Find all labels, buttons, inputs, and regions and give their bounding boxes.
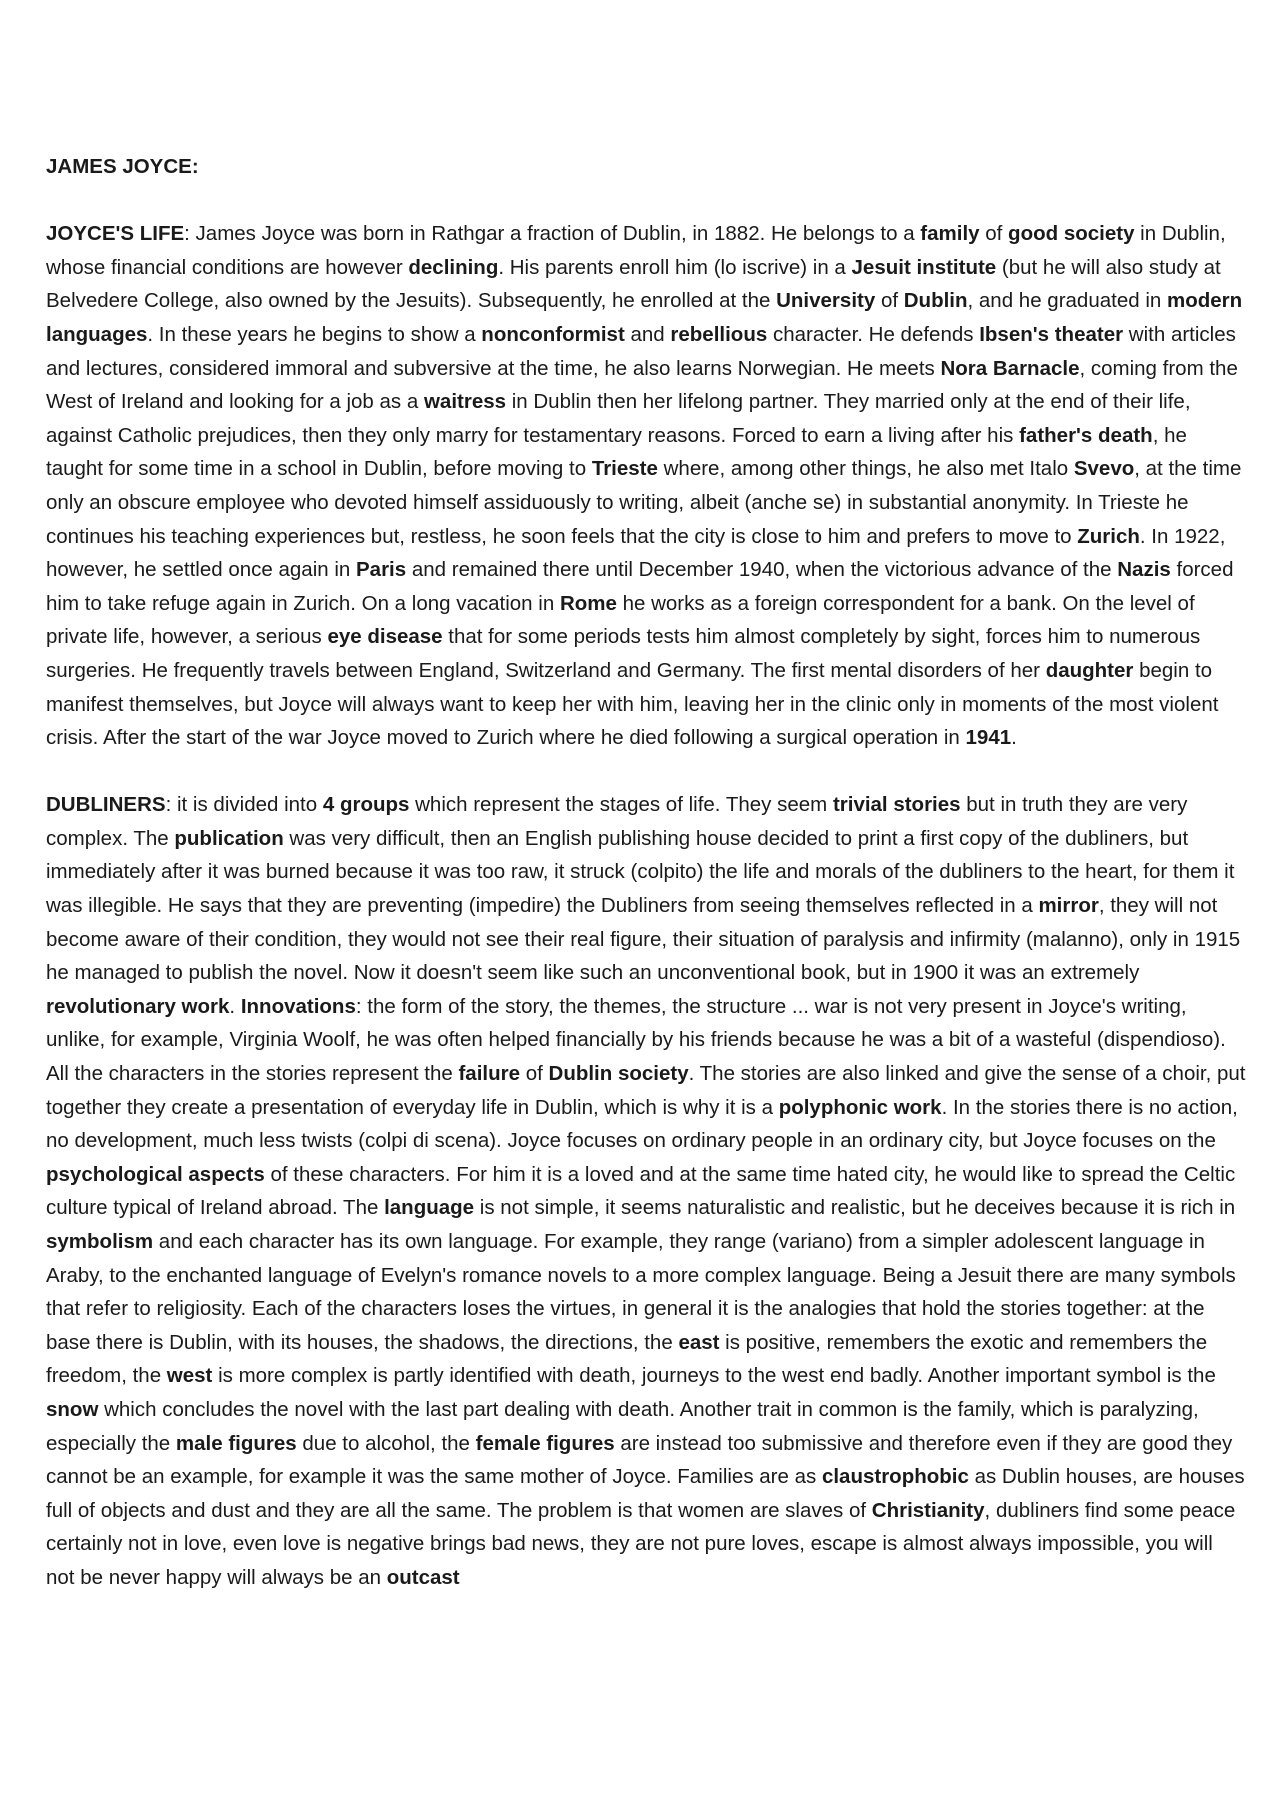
text-run: . In the stories there is no action, no development, much less twists (colpi di scena). Joyce focuses on ordinary people in an ordinary city, but Joyce focuses on the	[46, 1095, 1238, 1153]
bold-term: psychological aspects	[46, 1162, 265, 1186]
text-run: of	[875, 289, 904, 313]
bold-term: revolutionary work	[46, 994, 230, 1018]
text-run: .	[229, 994, 241, 1018]
bold-term: declining	[408, 255, 499, 279]
bold-term: 4 groups	[322, 793, 410, 817]
bold-term: Dublin society	[548, 1062, 689, 1086]
bold-term: Nazis	[1117, 558, 1171, 582]
text-run: as Dublin houses, are houses full of objects and dust and they are all the same. The problem is that women are slaves of	[46, 1465, 1245, 1522]
bold-term: language	[384, 1196, 475, 1220]
bold-term: mirror	[1038, 894, 1099, 918]
bold-term: publication	[174, 826, 284, 850]
bold-term: waitress	[423, 390, 507, 414]
bold-term: Dublin	[903, 289, 968, 313]
text-run: is positive, remembers the exotic and remembers the freedom, the	[46, 1330, 1208, 1388]
bold-term: University	[776, 289, 876, 313]
bold-term: modern languages	[46, 289, 1243, 346]
text-run: in Dublin then her lifelong partner. They married only at the end of their life, against Catholic prejudices, then they only marry for testamentary reasons. Forced to earn a living after his	[46, 390, 1191, 447]
text-run: which represent the stages of life. They seem	[409, 793, 833, 817]
bold-term: Ibsen's theater	[979, 322, 1124, 346]
text-run: (but he will also study at Belvedere College, also owned by the Jesuits). Subsequently, he enrolled at the	[46, 255, 1221, 313]
text-run: in Dublin, whose financial conditions are however	[46, 222, 1226, 279]
bold-term: daughter	[1045, 658, 1134, 682]
text-run: : James Joyce was born in Rathgar a fraction of Dublin, in 1882. He belongs to a	[184, 222, 921, 246]
text-run: and	[624, 322, 671, 346]
text-run: , and he graduated in	[967, 289, 1167, 313]
text-run: that for some periods tests him almost completely by sight, forces him to numerous surgeries. He frequently travels between England, Switzerland and Germany. The first mental disorders of her	[46, 625, 1201, 682]
bold-term: Rome	[559, 591, 617, 615]
text-run: where, among other things, he also met Italo	[657, 457, 1074, 481]
bold-term: failure	[458, 1062, 521, 1086]
bold-term: Svevo	[1073, 457, 1135, 481]
bold-term: female figures	[475, 1431, 615, 1455]
bold-term: Christianity	[871, 1498, 985, 1522]
bold-term: male figures	[175, 1431, 297, 1455]
text-run: and each character has its own language. For example, they range (variano) from a simpler adolescent language in Araby, to the enchanted language of Evelyn's romance novels to a more complex language. Being a Jesuit there are many symbols that refer to religiosity. Each of the characters loses the virtues, in general it is the analogies that hold the stories together: at the base there is Dublin, with its houses, the shadows, the directions, the	[46, 1230, 1236, 1354]
text-run: of	[520, 1062, 549, 1086]
text-run: and remained there until December 1940, when the victorious advance of the	[406, 558, 1118, 582]
text-run: is not simple, it seems naturalistic and realistic, but he deceives because it is rich in	[474, 1196, 1236, 1220]
bold-term: polyphonic work	[778, 1095, 942, 1119]
text-run: but in truth they are very complex. The	[46, 793, 1188, 850]
text-run: forced him to take refuge again in Zurich. On a long vacation in	[46, 558, 1234, 615]
text-run: : the form of the story, the themes, the structure ... war is not very present in Joyce's writing, unlike, for example, Virginia Woolf, he was often helped financially by his friends because he was a bit of a wasteful (dispendioso). All the characters in the stories represent the	[46, 994, 1226, 1086]
bold-term: DUBLINERS	[46, 793, 166, 817]
bold-term: rebellious	[670, 322, 768, 346]
text-run: are instead too submissive and therefore even if they are good they cannot be an example, for example it was the same mother of Joyce. Families are as	[46, 1431, 1233, 1489]
bold-term: Jesuit institute	[851, 255, 997, 279]
text-run: which concludes the novel with the last part dealing with death. Another trait in common is the family, which is paralyzing, especially the	[46, 1397, 1199, 1455]
bold-term: eye disease	[327, 625, 443, 649]
bold-term: east	[678, 1330, 720, 1354]
bold-term: snow	[46, 1397, 99, 1421]
text-run: . The stories are also linked and give the sense of a choir, put together they create a presentation of everyday life in Dublin, which is why it is a	[46, 1062, 1246, 1119]
text-run: of these characters. For him it is a loved and at the same time hated city, he would like to spread the Celtic culture typical of Ireland abroad. The	[46, 1162, 1236, 1220]
text-run: : it is divided into	[165, 793, 323, 817]
text-run: of	[979, 222, 1009, 246]
text-run: , at the time only an obscure employee who devoted himself assiduously to writing, albeit (anche se) in substantial anonymity. In Trieste he continues his teaching experiences but, restless, he soon feels that the city is close to him and prefers to move to	[46, 457, 1242, 548]
document-title: JAMES JOYCE:	[46, 155, 199, 178]
paragraph-joyce-life	[46, 217, 1246, 755]
bold-term: Innovations	[240, 994, 356, 1018]
text-run: . In 1922, however, he settled once again in	[46, 524, 1226, 582]
text-run: , he taught for some time in a school in Dublin, before moving to	[46, 423, 1187, 481]
text-run: is more complex is partly identified with death, journeys to the west end badly. Another important symbol is the	[212, 1364, 1216, 1388]
document-page	[46, 150, 1246, 1628]
bold-term: good society	[1008, 222, 1135, 246]
text-run: , coming from the West of Ireland and looking for a job as a	[46, 356, 1238, 414]
bold-term: claustrophobic	[821, 1465, 969, 1489]
bold-term: JOYCE'S LIFE	[46, 222, 185, 246]
bold-term: Nora Barnacle	[940, 356, 1080, 380]
text-run: he works as a foreign correspondent for a bank. On the level of private life, however, a serious	[46, 591, 1195, 649]
text-run: with articles and lectures, considered immoral and subversive at the time, he also learns Norwegian. He meets	[46, 322, 1236, 380]
bold-term: symbolism	[46, 1230, 154, 1253]
bold-term: outcast	[386, 1565, 460, 1589]
text-run: due to alcohol, the	[296, 1431, 476, 1455]
bold-term: family	[920, 222, 980, 246]
text-run: . In these years he begins to show a	[147, 322, 482, 346]
text-run: begin to manifest themselves, but Joyce will always want to keep her with him, leaving her in the clinic only in moments of the most violent crisis. After the start of the war Joyce moved to Zurich where he died following a surgical operation in	[46, 658, 1219, 750]
paragraph-dubliners	[46, 788, 1246, 1594]
text-run: .	[1011, 726, 1017, 750]
bold-term: Zurich	[1077, 524, 1140, 548]
text-run: . His parents enroll him (lo iscrive) in a	[498, 255, 852, 279]
bold-term: father's death	[1019, 423, 1153, 447]
bold-term: Paris	[356, 558, 407, 582]
text-run: , they will not become aware of their condition, they would not see their real figure, their situation of paralysis and infirmity (malanno), only in 1915 he managed to publish the novel. Now it doesn't seem like such an unconventional book, but in 1900 it was an extremely	[46, 894, 1241, 985]
bold-term: trivial stories	[832, 793, 961, 817]
text-run: , dubliners find some peace certainly not in love, even love is negative brings bad news, they are not pure loves, escape is almost always impossible, you will not be never happy will always be an	[46, 1498, 1236, 1589]
text-run: was very difficult, then an English publishing house decided to print a first copy of the dubliners, but immediately after it was burned because it was too raw, it struck (colpito) the life and morals of the dubliners to the heart, for them it was illegible. He says that they are preventing (impedire) the Dubliners from seeing themselves reflected in a	[46, 826, 1235, 918]
text-run: character. He defends	[767, 322, 980, 346]
bold-term: west	[166, 1364, 213, 1388]
bold-term: nonconformist	[481, 322, 625, 346]
bold-term: 1941	[965, 726, 1012, 750]
bold-term: Trieste	[591, 457, 658, 481]
